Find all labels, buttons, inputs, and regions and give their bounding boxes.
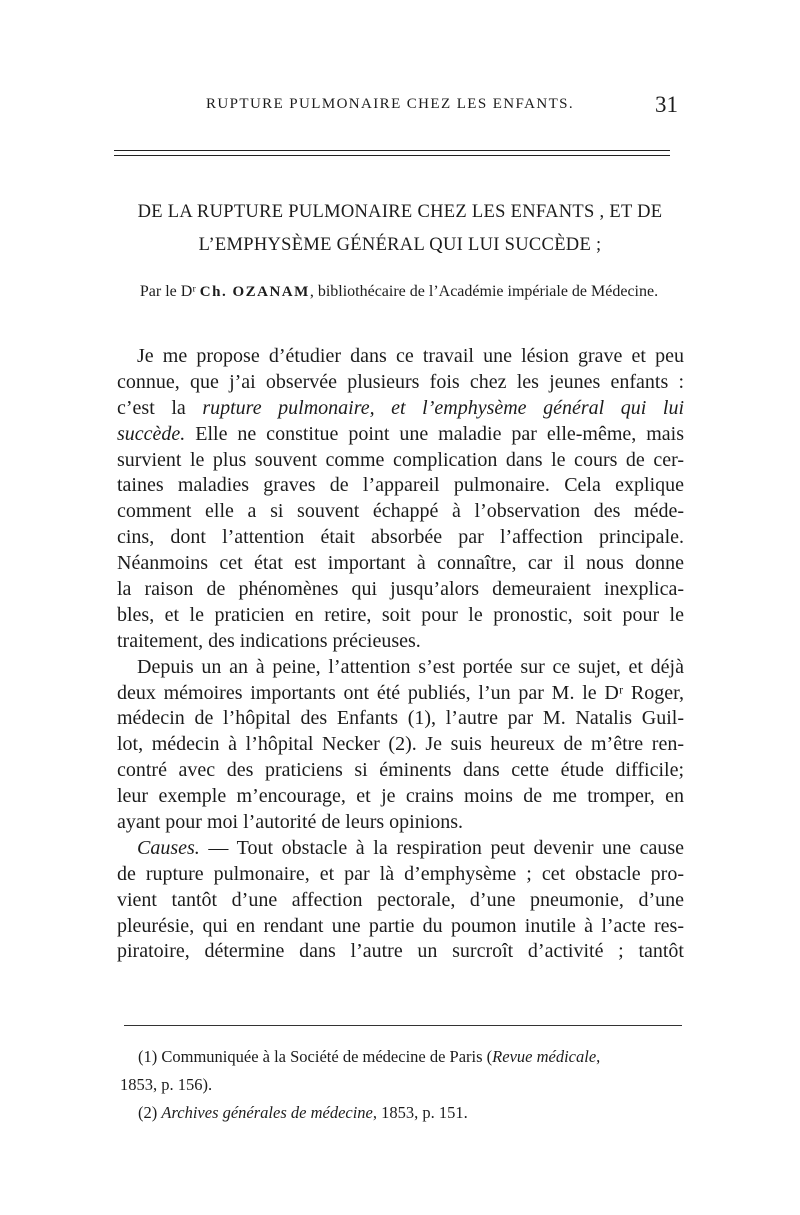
running-head [118,92,678,122]
page-number: 31 [655,92,678,117]
byline-suffix: , bibliothécaire de l’Académie impériale de Médecine. [309,283,659,300]
title-line-2: L’EMPHYSÈME GÉNÉRAL QUI LUI SUCCÈDE ; [198,235,602,255]
text-line: comment elle a si souvent échappé à l’observation des méde- [117,500,684,523]
footnote-number: (2) [138,1103,158,1122]
text-line: contré avec des praticiens si éminents dans cette étude difficile; [117,759,684,782]
header-rule [114,150,670,151]
italic-phrase: succède. [117,422,186,445]
body-text [117,344,684,965]
text-line [117,836,684,862]
text-line: survient le plus souvent comme complication dans le cours de cer- [117,448,684,471]
byline [104,283,694,301]
text-line: piratoire, détermine dans l’autre un surcroît d’activité ; tantôt [117,940,684,963]
running-title: RUPTURE PULMONAIRE CHEZ LES ENFANTS. [206,96,575,112]
text-line: médecin de l’hôpital des Enfants (1), l’autre par M. Natalis Guil- [117,707,684,730]
text-fragment: c’est la [117,396,186,419]
section-lead: Causes. [137,836,200,859]
byline-author: Ch. OZANAM [199,284,310,300]
text-line: lot, médecin à l’hôpital Necker (2). Je suis heureux de m’être ren- [117,733,684,756]
footnote-rule [124,1025,682,1026]
footnotes [120,1043,680,1127]
article-title [100,196,700,262]
text-line: de rupture pulmonaire, et par là d’emphysème ; cet obstacle pro- [117,862,684,885]
text-line: connue, que j’ai observée plusieurs fois chez les jeunes enfants : [117,370,684,393]
text-line: pleurésie, qui en rendant une partie du poumon inutile à l’acte res- [117,914,684,937]
text-line: Néanmoins cet état est important à connaître, car il nous donne [117,552,684,575]
text-line: leur exemple m’encourage, et je crains moins de me tromper, en [117,785,684,808]
text-line [117,396,684,422]
text-line: vient tantôt d’une affection pectorale, d’une pneumonie, d’une [117,888,684,911]
text-line: traitement, des indications précieuses. [117,629,421,652]
text-line: la raison de phénomènes qui jusqu’alors demeuraient inexplica- [117,578,684,601]
text-line: Je me propose d’étudier dans ce travail une lésion grave et peu [137,345,684,367]
header-rule-double [114,155,670,156]
footnote-italic: Archives générales de médecine [161,1103,373,1122]
text-line: taines maladies graves de l’appareil pulmonaire. Cela explique [117,474,684,497]
text-line: ayant pour moi l’autorité de leurs opinions. [117,811,464,834]
footnote-2 [120,1099,680,1127]
text-line: bles, et le praticien en retire, soit pour le pronostic, soit pour le [117,603,684,626]
italic-phrase: rupture pulmonaire, et l’emphysème général qui lui [202,396,684,419]
footnote-text: , 1853, p. 151. [372,1103,468,1122]
text-line [117,422,684,448]
text-fragment: — Tout obstacle à la respiration peut devenir une cause [208,836,685,859]
text-line: Depuis un an à peine, l’attention s’est portée sur ce sujet, et déjà [137,655,684,678]
footnote-1 [120,1043,680,1071]
footnote-1-continuation: 1853, p. 156). [120,1075,213,1094]
footnote-text: , [596,1047,601,1066]
byline-prefix: Par le Dʳ [139,283,196,300]
footnote-italic: Revue médicale [492,1047,597,1066]
footnote-text: (1) Communiquée à la Société de médecine de Paris ( [138,1047,493,1066]
title-line-1: DE LA RUPTURE PULMONAIRE CHEZ LES ENFANTS , ET DE [137,202,663,222]
text-line: cins, dont l’attention était absorbée par l’affection principale. [117,526,684,549]
text-fragment: Elle ne constitue point une maladie par elle-même, mais [195,422,684,445]
text-line: deux mémoires importants ont été publiés, l’un par M. le Dʳ Roger, [117,681,684,704]
